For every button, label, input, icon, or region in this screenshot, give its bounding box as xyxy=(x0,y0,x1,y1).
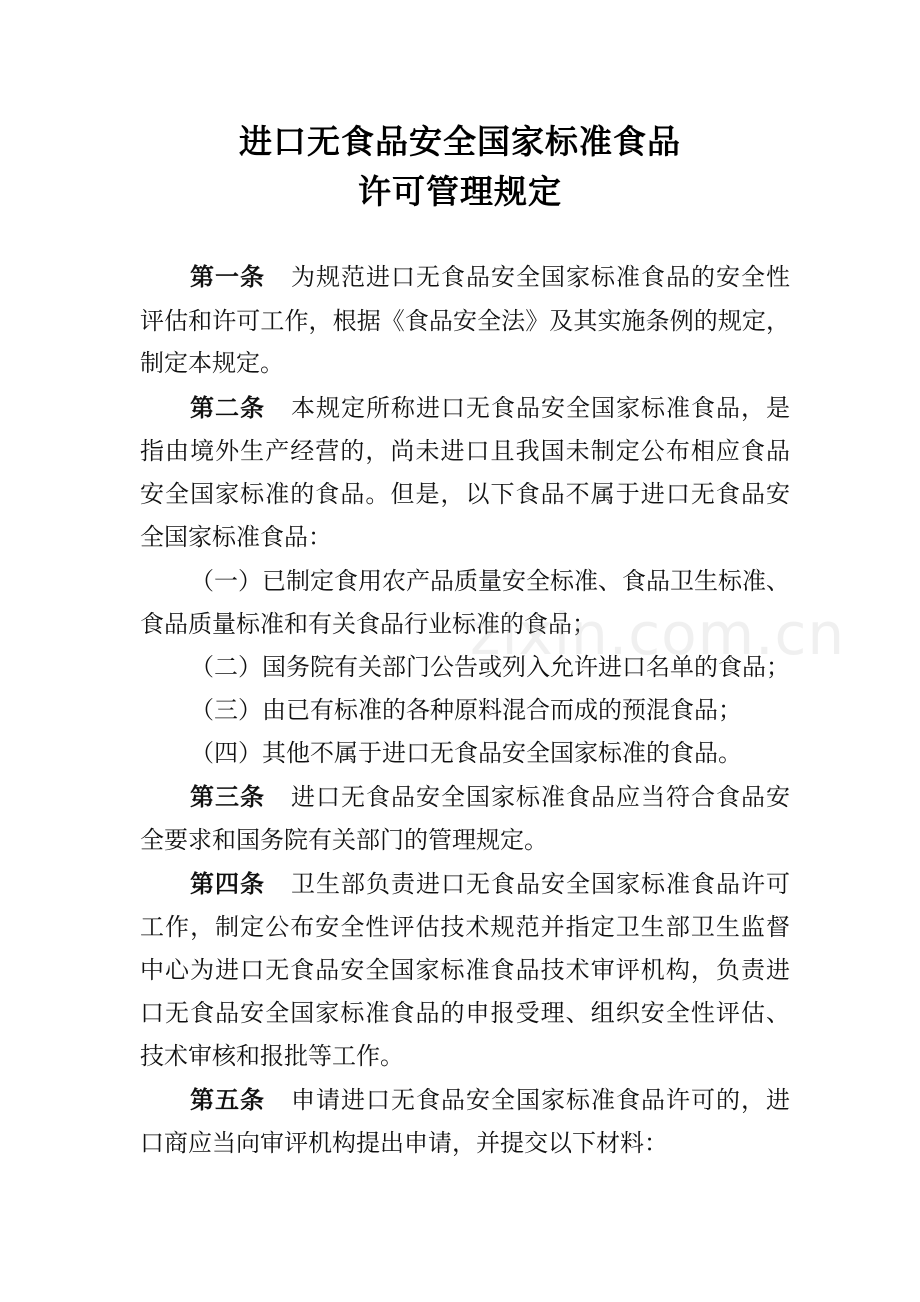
article-1-line-2: 评估和许可工作，根据《食品安全法》及其实施条例的规定， xyxy=(140,307,790,335)
list-item-1-line-1: （一）已制定食用农产品质量安全标准、食品卫生标准、 xyxy=(190,567,790,595)
article-2-label: 第二条 xyxy=(190,394,265,422)
list-item-1-line-2: 食品质量标准和有关食品行业标准的食品； xyxy=(140,610,596,638)
article-2-line-4: 全国家标准食品： xyxy=(140,523,332,551)
article-1-line-1: 第一条 为规范进口无食品安全国家标准食品的安全性 xyxy=(190,263,790,291)
article-3-label: 第三条 xyxy=(190,783,265,811)
article-1-label: 第一条 xyxy=(190,263,265,291)
article-4-line-4: 口无食品安全国家标准食品的申报受理、组织安全性评估、 xyxy=(140,999,790,1027)
list-item-2: （二）国务院有关部门公告或列入允许进口名单的食品； xyxy=(190,653,790,681)
article-4-line-1: 第四条 卫生部负责进口无食品安全国家标准食品许可 xyxy=(190,870,790,898)
article-5-line-2: 口商应当向审评机构提出申请，并提交以下材料： xyxy=(140,1129,668,1157)
article-4-line-3: 中心为进口无食品安全国家标准食品技术审评机构，负责进 xyxy=(140,956,790,984)
list-item-3: （三）由已有标准的各种原料混合而成的预混食品； xyxy=(190,696,742,724)
article-2-line-1: 第二条 本规定所称进口无食品安全国家标准食品，是 xyxy=(190,394,790,422)
article-2-line-3: 安全国家标准的食品。但是，以下食品不属于进口无食品安 xyxy=(140,480,790,508)
article-4-line-2: 工作，制定公布安全性评估技术规范并指定卫生部卫生监督 xyxy=(140,913,790,941)
article-5-label: 第五条 xyxy=(190,1086,265,1114)
document-title-line-2: 许可管理规定 xyxy=(358,172,562,211)
article-4-label: 第四条 xyxy=(190,870,265,898)
article-1-line-3: 制定本规定。 xyxy=(140,349,284,377)
article-3-line-1: 第三条 进口无食品安全国家标准食品应当符合食品安 xyxy=(190,783,790,811)
article-4-line-5: 技术审核和报批等工作。 xyxy=(140,1042,404,1070)
document-title-line-1: 进口无食品安全国家标准食品 xyxy=(239,122,681,161)
article-5-line-1: 第五条 申请进口无食品安全国家标准食品许可的，进 xyxy=(190,1086,790,1114)
list-item-4: （四）其他不属于进口无食品安全国家标准的食品。 xyxy=(190,739,742,767)
article-3-line-2: 全要求和国务院有关部门的管理规定。 xyxy=(140,826,548,854)
watermark: zixin.com.cn xyxy=(470,600,846,668)
article-2-line-2: 指由境外生产经营的，尚未进口且我国未制定公布相应食品 xyxy=(140,437,790,465)
